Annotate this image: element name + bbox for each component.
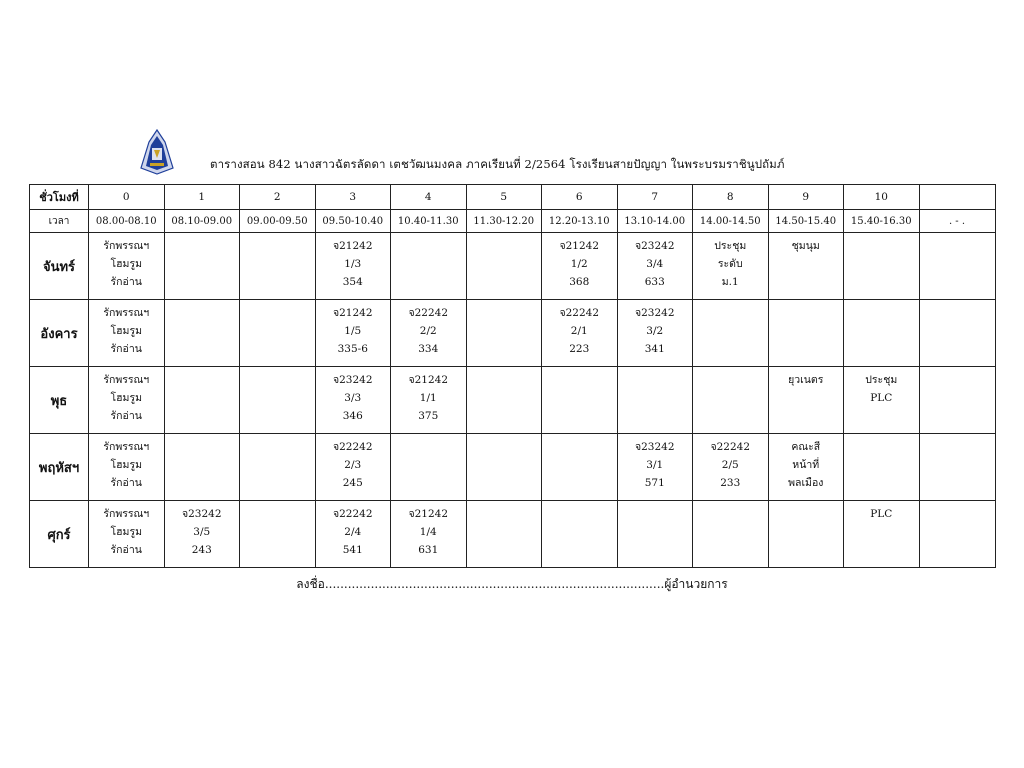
cell-line: หน้าที่ [792, 459, 820, 471]
schedule-cell [164, 233, 240, 300]
schedule-cell [466, 434, 542, 501]
schedule-cell [164, 367, 240, 434]
schedule-cell [89, 233, 165, 300]
cell-line: 2/4 [344, 526, 362, 538]
cell-line: 334 [418, 343, 439, 355]
schedule-cell [164, 300, 240, 367]
day-name: จันทร์ [30, 233, 89, 300]
time-slot: 15.40-16.30 [844, 210, 920, 233]
page-title: ตารางสอน 842 นางสาวฉัตรลัดดา เตชวัฒนมงคล ภาคเรียนที่ 2/2564 โรงเรียนสายปัญญา ในพระบรมราชินูปถัมภ์ [210, 157, 785, 171]
cell-line: 335-6 [337, 343, 368, 355]
schedule-cell [391, 300, 467, 367]
day-name: ศุกร์ [30, 501, 89, 568]
cell-line: จ22242 [408, 307, 449, 319]
time-slot: 09.00-09.50 [240, 210, 316, 233]
period-number: 1 [164, 185, 240, 210]
cell-line: ประชุม [865, 374, 898, 386]
cell-line: 2/1 [570, 325, 588, 337]
cell-line: จ22242 [559, 307, 600, 319]
schedule-cell [542, 367, 618, 434]
day-name: พุธ [30, 367, 89, 434]
cell-line: จ23242 [634, 441, 675, 453]
schedule-cell [240, 233, 316, 300]
schedule-cell [693, 367, 769, 434]
schedule-cell [466, 367, 542, 434]
cell-line: จ23242 [634, 307, 675, 319]
cell-line: จ22242 [332, 508, 373, 520]
cell-line: พลเมือง [788, 477, 824, 489]
schedule-cell [919, 434, 995, 501]
schedule-cell [617, 300, 693, 367]
period-header-row [30, 185, 996, 210]
cell-line: ชุมนุม [791, 240, 820, 252]
cell-line: 245 [342, 477, 363, 489]
schedule-cell [844, 367, 920, 434]
cell-line: ม.1 [721, 276, 739, 288]
time-slot: 13.10-14.00 [617, 210, 693, 233]
period-number [919, 185, 995, 210]
schedule-cell [466, 501, 542, 568]
cell-line: 2/2 [419, 325, 437, 337]
cell-line: 2/3 [344, 459, 362, 471]
cell-line: จ21242 [559, 240, 600, 252]
cell-line: 3/3 [344, 392, 362, 404]
cell-line: 571 [644, 477, 665, 489]
time-row [30, 210, 996, 233]
day-row [30, 300, 996, 367]
time-slot: 08.10-09.00 [164, 210, 240, 233]
day-name: พฤหัสฯ [30, 434, 89, 501]
schedule-cell [240, 501, 316, 568]
cell-line: 375 [418, 410, 439, 422]
cell-line: รักอ่าน [110, 477, 142, 489]
schedule-cell [617, 501, 693, 568]
cell-line: รักอ่าน [110, 276, 142, 288]
schedule-cell [315, 501, 391, 568]
cell-line: จ21242 [408, 374, 449, 386]
time-slot: 12.20-13.10 [542, 210, 618, 233]
period-number: 10 [844, 185, 920, 210]
schedule-cell [617, 434, 693, 501]
schedule-cell [617, 233, 693, 300]
cell-line: 3/5 [193, 526, 211, 538]
cell-line: ยุวเนตร [788, 374, 824, 386]
school-emblem-icon [140, 128, 174, 176]
schedule-cell [164, 434, 240, 501]
schedule-cell [466, 300, 542, 367]
schedule-cell [693, 300, 769, 367]
period-number: 9 [768, 185, 844, 210]
day-row [30, 501, 996, 568]
schedule-cell [391, 367, 467, 434]
schedule-cell [240, 367, 316, 434]
schedule-cell [391, 233, 467, 300]
cell-line: รักอ่าน [110, 410, 142, 422]
schedule-cell [844, 233, 920, 300]
cell-line: 541 [342, 544, 363, 556]
cell-line: 633 [644, 276, 665, 288]
schedule-cell [542, 300, 618, 367]
schedule-cell [542, 434, 618, 501]
signature-line: ลงชื่อ.........................................................................................ผู้อำนวยการ [296, 577, 728, 591]
cell-line: 1/1 [419, 392, 437, 404]
time-slot: 14.50-15.40 [768, 210, 844, 233]
schedule-cell [693, 434, 769, 501]
schedule-cell [315, 300, 391, 367]
schedule-cell [542, 233, 618, 300]
schedule-cell [466, 233, 542, 300]
cell-line: 1/4 [419, 526, 437, 538]
cell-line: 2/5 [721, 459, 739, 471]
cell-line: รักพรรณฯ [103, 240, 150, 252]
period-number: 8 [693, 185, 769, 210]
cell-line: โฮมรูม [110, 392, 143, 404]
schedule-cell [919, 300, 995, 367]
cell-line: 341 [644, 343, 665, 355]
time-slot: 14.00-14.50 [693, 210, 769, 233]
period-number: 0 [89, 185, 165, 210]
schedule-cell [391, 501, 467, 568]
cell-line: 1/3 [344, 258, 362, 270]
schedule-cell [844, 501, 920, 568]
schedule-cell [617, 367, 693, 434]
period-number: 5 [466, 185, 542, 210]
cell-line: ระดับ [717, 258, 743, 270]
schedule-cell [240, 300, 316, 367]
cell-line: โฮมรูม [110, 325, 143, 337]
day-row [30, 434, 996, 501]
cell-line: 368 [569, 276, 590, 288]
time-slot: 10.40-11.30 [391, 210, 467, 233]
cell-line: 3/1 [646, 459, 664, 471]
cell-line: รักพรรณฯ [103, 508, 150, 520]
schedule-cell [391, 434, 467, 501]
period-number: 6 [542, 185, 618, 210]
cell-line: จ21242 [332, 307, 373, 319]
schedule-cell [693, 501, 769, 568]
cell-line: รักพรรณฯ [103, 374, 150, 386]
cell-line: รักพรรณฯ [103, 441, 150, 453]
cell-line: รักอ่าน [110, 343, 142, 355]
cell-line: จ22242 [332, 441, 373, 453]
schedule-cell [919, 233, 995, 300]
cell-line: โฮมรูม [110, 459, 143, 471]
schedule-cell [89, 300, 165, 367]
cell-line: จ23242 [181, 508, 222, 520]
cell-line: PLC [870, 392, 893, 404]
period-number: 4 [391, 185, 467, 210]
schedule-cell [693, 233, 769, 300]
schedule-cell [768, 501, 844, 568]
time-slot: 09.50-10.40 [315, 210, 391, 233]
schedule-cell [844, 434, 920, 501]
timetable [29, 184, 996, 568]
schedule-cell [89, 367, 165, 434]
day-row [30, 233, 996, 300]
cell-line: 354 [342, 276, 363, 288]
schedule-cell [164, 501, 240, 568]
schedule-cell [315, 434, 391, 501]
cell-line: 3/2 [646, 325, 664, 337]
schedule-cell [768, 434, 844, 501]
cell-line: จ23242 [332, 374, 373, 386]
schedule-cell [919, 367, 995, 434]
cell-line: โฮมรูม [110, 258, 143, 270]
schedule-cell [315, 233, 391, 300]
day-row [30, 367, 996, 434]
cell-line: โฮมรูม [110, 526, 143, 538]
cell-line: 631 [418, 544, 439, 556]
cell-line: 1/5 [344, 325, 362, 337]
cell-line: 3/4 [646, 258, 664, 270]
schedule-cell [919, 501, 995, 568]
cell-line: รักพรรณฯ [103, 307, 150, 319]
schedule-cell [89, 501, 165, 568]
period-number: 2 [240, 185, 316, 210]
schedule-cell [542, 501, 618, 568]
cell-line: จ23242 [634, 240, 675, 252]
schedule-cell [844, 300, 920, 367]
schedule-cell [240, 434, 316, 501]
period-number: 7 [617, 185, 693, 210]
cell-line: รักอ่าน [110, 544, 142, 556]
time-slot: 11.30-12.20 [466, 210, 542, 233]
schedule-cell [315, 367, 391, 434]
time-slot: . - . [919, 210, 995, 233]
cell-line: 1/2 [570, 258, 588, 270]
schedule-cell [89, 434, 165, 501]
period-number: 3 [315, 185, 391, 210]
cell-line: PLC [870, 508, 893, 520]
period-label: ชั่วโมงที่ [30, 185, 89, 210]
cell-line: 346 [342, 410, 363, 422]
cell-line: จ21242 [408, 508, 449, 520]
schedule-cell [768, 233, 844, 300]
cell-line: 233 [720, 477, 741, 489]
cell-line: จ22242 [710, 441, 751, 453]
time-label: เวลา [30, 210, 89, 233]
time-slot: 08.00-08.10 [89, 210, 165, 233]
cell-line: คณะสี [791, 441, 821, 453]
cell-line: ประชุม [714, 240, 747, 252]
cell-line: จ21242 [332, 240, 373, 252]
schedule-cell [768, 300, 844, 367]
cell-line: 243 [191, 544, 212, 556]
schedule-cell [768, 367, 844, 434]
day-name: อังคาร [30, 300, 89, 367]
cell-line: 223 [569, 343, 590, 355]
